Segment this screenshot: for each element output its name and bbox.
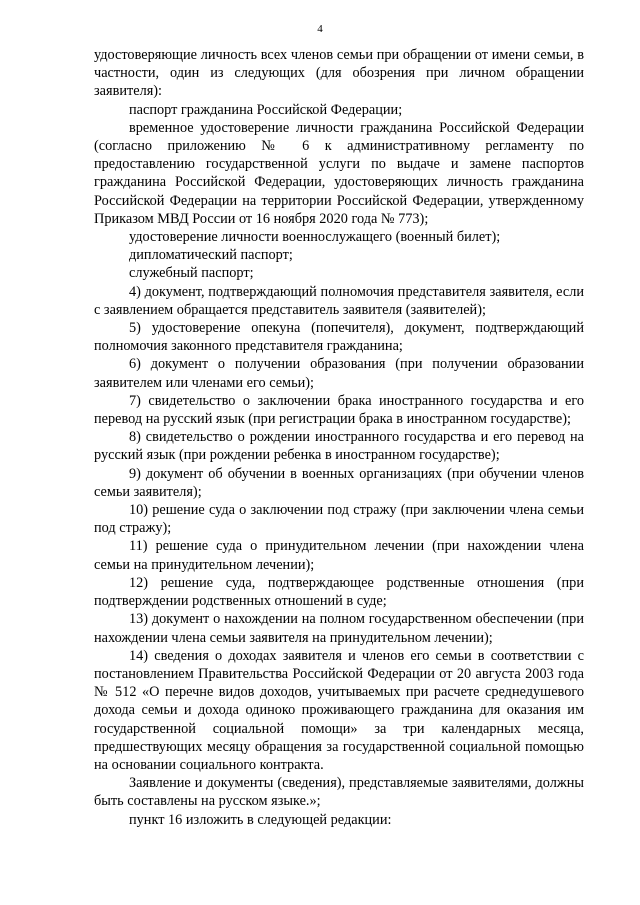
paragraph: 13) документ о нахождении на полном государственном обеспечении (при нахождении члена семьи заявителя на принудительном лечении); xyxy=(94,611,584,646)
paragraph: дипломатический паспорт; xyxy=(129,247,293,264)
paragraph: удостоверяющие личность всех членов семьи при обращении от имени семьи, в частности, один из следующих (для обозрения при личном обращении заявителя): xyxy=(94,47,584,100)
paragraph: 8) свидетельство о рождении иностранного государства и его перевод на русский язык (при рождении ребенка в иностранном государстве); xyxy=(94,429,584,464)
paragraph: 6) документ о получении образования (при получении образовании заявителем или членами его семьи); xyxy=(94,356,584,391)
paragraph: служебный паспорт; xyxy=(129,265,254,282)
paragraph: 4) документ, подтверждающий полномочия представителя заявителя, если с заявлением обращается представитель заявителя (заявителей); xyxy=(94,283,584,318)
paragraph: 7) свидетельство о заключении брака иностранного государства и его перевод на русский язык (при регистрации брака в иностранном государстве); xyxy=(94,392,584,428)
page-number: 4 xyxy=(317,23,323,35)
paragraph: Заявление и документы (сведения), представляемые заявителями, должны быть составлены на русском языке.»; xyxy=(94,775,584,810)
paragraph: 10) решение суда о заключении под стражу (при заключении члена семьи под стражу); xyxy=(94,502,584,537)
paragraph: пункт 16 изложить в следующей редакции: xyxy=(129,811,392,828)
paragraph: удостоверение личности военнослужащего (военный билет); xyxy=(129,229,501,246)
paragraph: паспорт гражданина Российской Федерации; xyxy=(129,101,403,118)
document-body xyxy=(94,46,584,829)
paragraph: 9) документ об обучении в военных организациях (при обучении членов семьи заявителя); xyxy=(94,465,584,500)
paragraph: 14) сведения о доходах заявителя и членов его семьи в соответствии с постановлением Правительства Российской Федерации от 20 августа 2003 года № 512 «О перечне видов доходов, учитываемых при расчете среднедушевого дохода семьи и дохода одиноко проживающего гражданина для оказания им государственной социальной помощи» за три календарных месяца, предшествующих месяцу обращения за государственной социальной помощью на основании социального контракта. xyxy=(94,647,584,773)
paragraph: 11) решение суда о принудительном лечении (при нахождении члена семьи на принудительном лечении); xyxy=(94,538,584,573)
paragraph: 12) решение суда, подтверждающее родственные отношения (при подтверждении родственных отношений в суде; xyxy=(94,574,584,610)
paragraph: 5) удостоверение опекуна (попечителя), документ, подтверждающий полномочия законного представителя гражданина; xyxy=(94,320,584,355)
paragraph: временное удостоверение личности гражданина Российской Федерации (согласно приложению № 6 к административному регламенту по предоставлению государственной услуги по выдаче и замене паспортов гражданина Российской Федерации, удостоверяющих личность гражданина Российской Федерации на территории Российской Федерации, утвержденному Приказом МВД России от 16 ноября 2020 года № 773); xyxy=(94,119,584,227)
